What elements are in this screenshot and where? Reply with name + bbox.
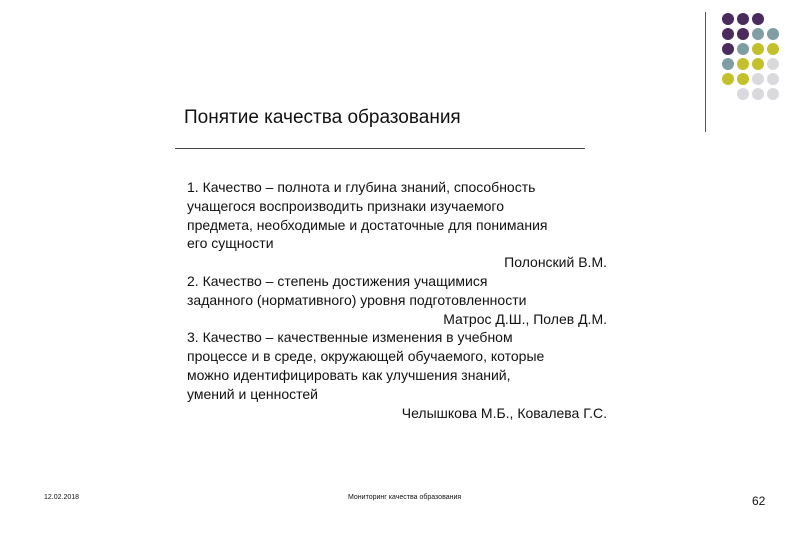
decorative-dot [737,58,749,70]
body-line: учащегося воспроизводить признаки изучаемого [187,197,504,214]
body-line: его сущности [187,235,274,252]
decorative-dot [767,43,779,55]
decorative-dot [767,28,779,40]
body-line: 3. Качество – качественные изменения в учебном [187,329,513,346]
title-underline [175,148,585,149]
decorative-dot [767,73,779,85]
body-line: 2. Качество – степень достижения учащимися [187,272,488,289]
slide-body [187,178,607,422]
decorative-dot [767,88,779,100]
decorative-dot [752,88,764,100]
decorative-dot-grid [720,12,800,112]
decorative-dot [737,73,749,85]
slide-title: Понятие качества образования [184,107,461,128]
decorative-dot [752,43,764,55]
decorative-dot [737,88,749,100]
body-line: можно идентифицировать как улучшения знаний, [187,366,511,383]
body-line: заданного (нормативного) уровня подготовленности [187,291,527,308]
decorative-dot [737,13,749,25]
author-line: Матрос Д.Ш., Полев Д.М. [443,310,607,327]
decorative-dot [722,13,734,25]
body-line: умений и ценностей [187,385,318,402]
decorative-dot [752,28,764,40]
decorative-dot [722,73,734,85]
decorative-dot [722,58,734,70]
footer-date: 12.02.2018 [44,494,80,501]
decorative-dot [752,73,764,85]
decorative-dot [767,58,779,70]
decorative-dot [722,28,734,40]
footer-title: Мониторинг качества образования [348,494,462,501]
page-number: 62 [752,494,766,508]
body-line: 1. Качество – полнота и глубина знаний, способность [187,179,536,195]
author-line: Челышкова М.Б., Ковалева Г.С. [401,404,607,421]
decorative-dot [752,58,764,70]
body-line: предмета, необходимые и достаточные для понимания [187,216,548,233]
decorative-dot [737,28,749,40]
decorative-vertical-line [705,12,706,132]
author-line: Полонский В.М. [504,254,607,271]
decorative-dot [737,43,749,55]
body-line: процессе и в среде, окружающей обучаемого, которые [187,348,545,365]
decorative-dot [752,13,764,25]
decorative-dot [722,43,734,55]
